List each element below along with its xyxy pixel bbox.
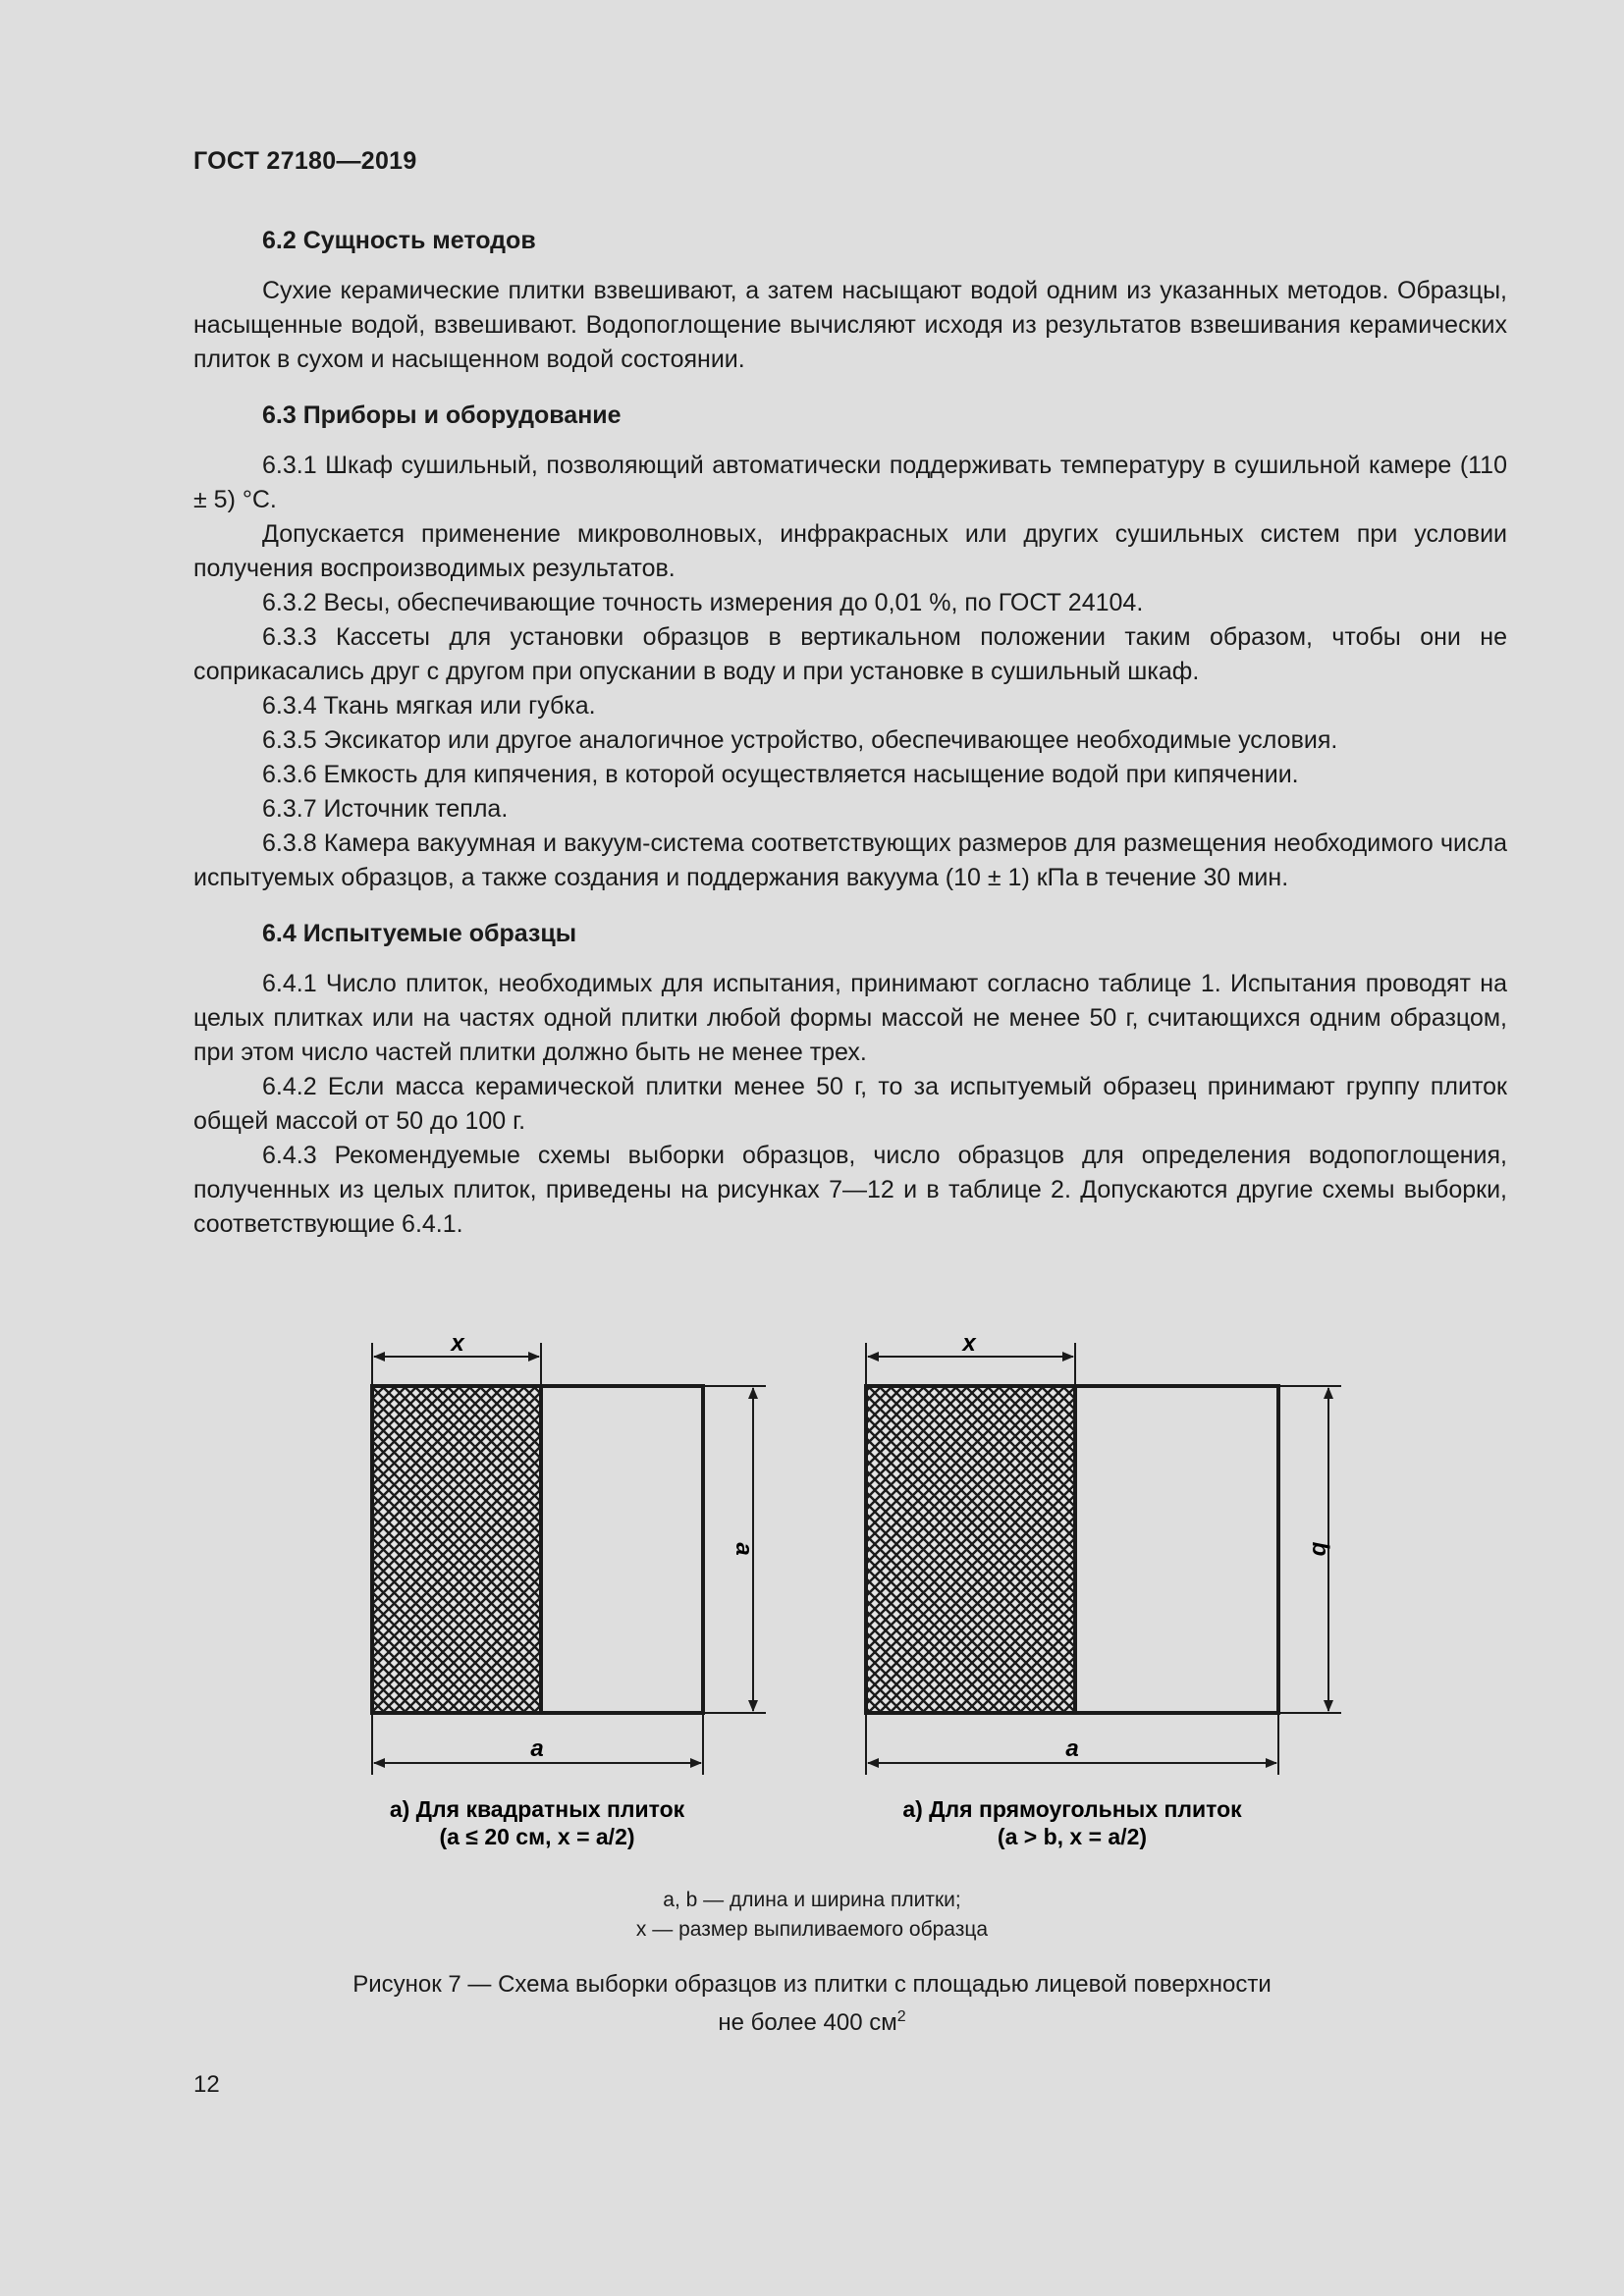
figure-caption-line: не более 400 $см^2$ [718, 2008, 906, 2036]
superscript: 2 [896, 2008, 906, 2025]
paragraph: 6.3.1 Шкаф сушильный, позволяющий автоматически поддерживать температуру в сушильной камере (110 ± 5) °С. [193, 452, 1507, 513]
paragraph: 6.3.5 Эксикатор или другое аналогичное устройство, обеспечивающее необходимые условия. [262, 726, 1338, 754]
paragraph: 6.4.3 Рекомендуемые схемы выборки образцов, число образцов для определения водопоглощения, полученных из целых плиток, приведены на рисунках 7—12 и в таблице 2. Допускаются другие схемы выборки, соответствующие 6.4.1. [193, 1142, 1507, 1238]
paragraph: 6.3.7 Источник тепла. [262, 795, 509, 823]
paragraph: 6.3.2 Весы, обеспечивающие точность измерения до 0,01 %, по ГОСТ 24104. [262, 589, 1144, 616]
paragraph: 6.4.2 Если масса керамической плитки менее 50 г, то за испытуемый образец принимают группу плиток общей массой от 50 до 100 г. [193, 1073, 1507, 1135]
section-title: 6.2 Сущность методов [262, 227, 536, 254]
page-number: 12 [193, 2071, 220, 2098]
figure-caption [0, 1968, 1624, 2039]
paragraph: 6.3.6 Емкость для кипячения, в которой осуществляется насыщение водой при кипячении. [262, 761, 1299, 788]
legend-line: x — размер выпиливаемого образца [635, 1918, 989, 1941]
dim-label-bottom: a [530, 1735, 544, 1762]
paragraph: Допускается применение микроволновых, инфракрасных или других сушильных систем при условии получения воспроизводимых результатов. [193, 520, 1507, 582]
diagram-caption: а) Для прямоугольных плиток [902, 1796, 1242, 1822]
paragraph: 6.3.8 Камера вакуумная и вакуум-система соответствующих размеров для размещения необходимого числа испытуемых образцов, а также создания и поддержания вакуума (10 ± 1) кПа в течение 30 мин. [193, 829, 1507, 891]
dim-label-bottom: a [1065, 1735, 1079, 1762]
dim-label-top: x [962, 1330, 976, 1357]
figure-legend [0, 1886, 1624, 1945]
section-title: 6.3 Приборы и оборудование [262, 401, 622, 429]
diagram-caption: а) Для квадратных плиток [389, 1796, 685, 1822]
figure-caption-line: Рисунок 7 — Схема выборки образцов из плитки с площадью лицевой поверхности [352, 1971, 1272, 1998]
dim-label-top: x [451, 1330, 464, 1357]
section-title: 6.4 Испытуемые образцы [262, 920, 577, 947]
paragraph: 6.3.3 Кассеты для установки образцов в вертикальном положении таким образом, чтобы они не соприкасались друг с другом при опускании в воду и при установке в сушильный шкаф. [193, 623, 1507, 685]
paragraph: 6.3.4 Ткань мягкая или губка. [262, 692, 596, 720]
legend-line: a, b — длина и ширина плитки; [663, 1889, 961, 1911]
dim-label-side: a [731, 1542, 757, 1556]
diagram-rectangular-tile [866, 1330, 1341, 1849]
cut-sample-hatched [866, 1386, 1075, 1713]
cut-sample-hatched [372, 1386, 541, 1713]
document-header: ГОСТ 27180—2019 [193, 147, 417, 175]
dim-label-side: b [1307, 1541, 1333, 1557]
paragraph: 6.4.1 Число плиток, необходимых для испытания, принимают согласно таблице 1. Испытания проводят на целых плитках или на частях одной плитки любой формы массой не менее 50 г, считающихся одним образцом, при этом число частей плитки должно быть не менее трех. [193, 970, 1507, 1066]
paragraph: Сухие керамические плитки взвешивают, а затем насыщают водой одним из указанных методов. Образцы, насыщенные водой, взвешивают. Водопоглощение вычисляют исходя из результатов взвешивания керамических плиток в сухом и насыщенном водой состоянии. [193, 277, 1507, 373]
diagram-square-tile [372, 1330, 766, 1849]
diagram-caption-formula: (a ≤ 20 см, x = a/2) [439, 1824, 635, 1849]
diagram-caption-formula: (a > b, x = a/2) [997, 1824, 1148, 1849]
